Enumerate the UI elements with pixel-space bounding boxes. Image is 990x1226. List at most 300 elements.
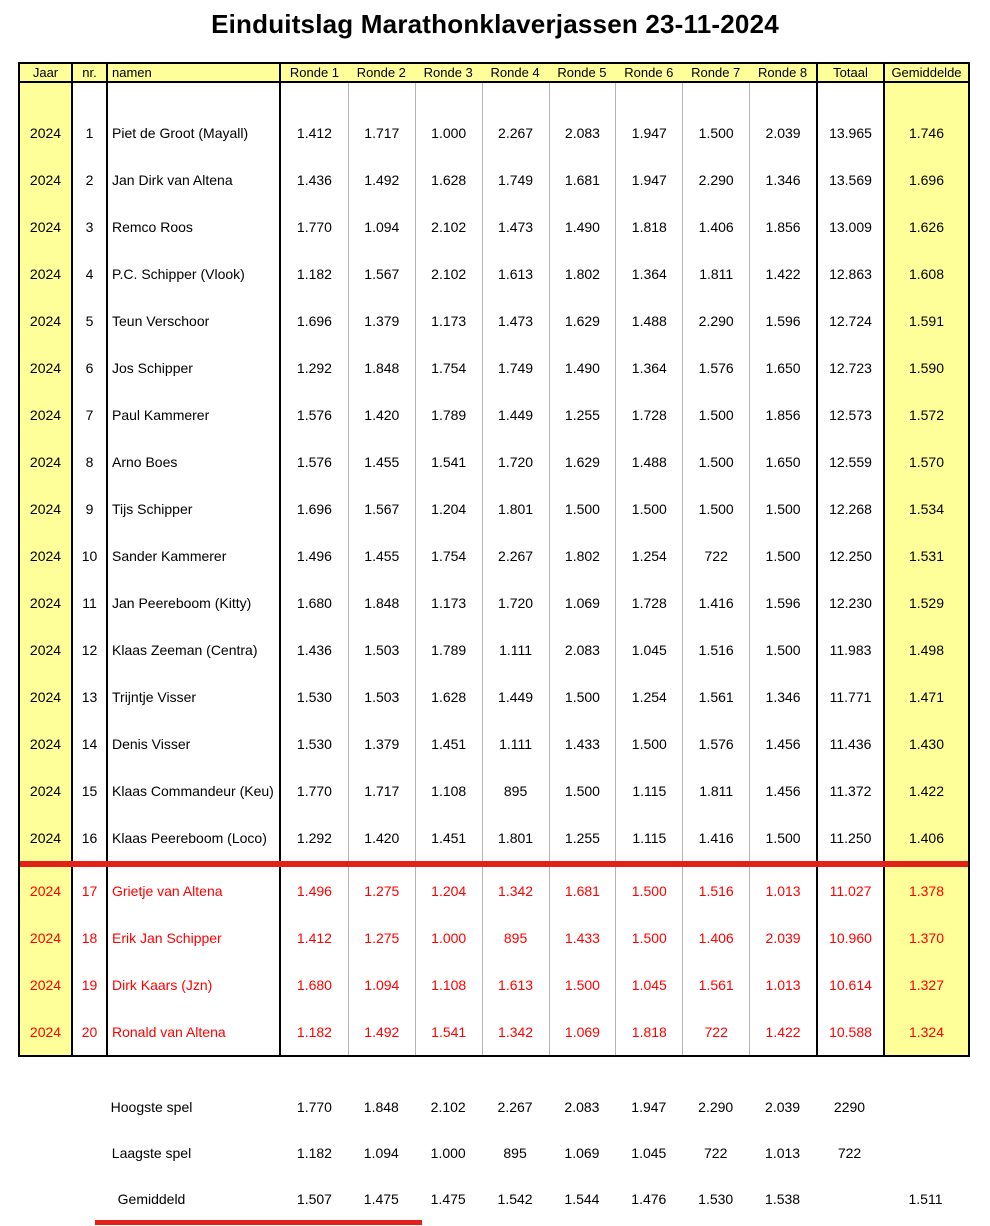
cell-ronde-5: 1.490 <box>549 344 616 391</box>
cell-ronde-1: 1.436 <box>296 641 332 658</box>
cell-name: Teun Verschoor <box>108 297 281 344</box>
cell-ronde-4: 1.111 <box>482 720 549 767</box>
cell-ronde-6 <box>615 83 682 109</box>
cell-nr: 5 <box>73 297 108 344</box>
header-ronde-5: Ronde 5 <box>557 65 607 80</box>
cell-name: Jos Schipper <box>108 344 281 391</box>
cell-ronde-6: 1.500 <box>615 485 682 532</box>
header-ronde-7: Ronde 7 <box>691 65 741 80</box>
cell-ronde-3: 1.173 <box>415 297 482 344</box>
cell-gemiddelde: 1.608 <box>883 250 968 297</box>
cell-nr: 15 <box>73 767 108 814</box>
summary-row <box>20 1084 968 1130</box>
summary-ronde-1: 1.507 <box>296 1191 332 1207</box>
cell-ronde-4: 1.613 <box>482 250 549 297</box>
cell-ronde-4: 1.720 <box>482 438 549 485</box>
cell-jaar: 2024 <box>20 720 73 767</box>
summary-ronde-4: 2.267 <box>497 1099 533 1115</box>
cell-ronde-8: 1.500 <box>749 626 816 673</box>
summary-section <box>20 1084 968 1222</box>
cell-ronde-3: 1.541 <box>415 438 482 485</box>
cell-ronde-8: 1.013 <box>749 867 816 914</box>
cell-ronde-2: 1.455 <box>348 532 415 579</box>
cell-name: Denis Visser <box>108 720 281 767</box>
cell-ronde-1: 1.182 <box>296 1023 332 1040</box>
header-jaar: Jaar <box>20 64 73 81</box>
cell-ronde-4: 1.449 <box>482 673 549 720</box>
cell-nr: 4 <box>73 250 108 297</box>
cell-ronde-8: 1.500 <box>749 485 816 532</box>
cell-jaar: 2024 <box>20 814 73 861</box>
summary-ronde-8: 2.039 <box>765 1099 801 1115</box>
results-table <box>18 62 970 1057</box>
summary-ronde-8: 1.013 <box>765 1145 801 1161</box>
summary-ronde-6: 1.476 <box>631 1191 667 1207</box>
cell-ronde-3: 2.102 <box>415 203 482 250</box>
cell-ronde-6: 1.818 <box>615 203 682 250</box>
cell-nr: 1 <box>73 109 108 156</box>
cell-ronde-5: 1.500 <box>549 673 616 720</box>
cell-ronde-3: 1.789 <box>415 391 482 438</box>
cell-ronde-1: 1.696 <box>296 312 332 329</box>
cell-ronde-8: 1.500 <box>749 532 816 579</box>
player-row <box>20 438 968 485</box>
cell-ronde-1: 1.412 <box>296 929 332 946</box>
summary-ronde-5: 1.544 <box>564 1191 600 1207</box>
cell-ronde-8: 2.039 <box>749 914 816 961</box>
cell-gemiddelde: 1.430 <box>883 720 968 767</box>
cell-ronde-2: 1.455 <box>348 438 415 485</box>
cell-ronde-4 <box>482 83 549 109</box>
summary-ronde-4: 895 <box>503 1145 527 1161</box>
header-totaal: Totaal <box>816 64 883 81</box>
cell-ronde-8: 1.422 <box>749 250 816 297</box>
summary-ronde-7: 1.530 <box>698 1191 734 1207</box>
cell-ronde-4: 2.267 <box>482 109 549 156</box>
player-row <box>20 767 968 814</box>
cell-nr: 18 <box>73 914 108 961</box>
player-row <box>20 867 968 914</box>
cell-ronde-6: 1.947 <box>615 109 682 156</box>
cell-ronde-2: 1.717 <box>348 767 415 814</box>
cell-ronde-5: 1.500 <box>549 961 616 1008</box>
cell-ronde-4: 1.801 <box>482 814 549 861</box>
cell-nr: 9 <box>73 485 108 532</box>
summary-ronde-3: 1.475 <box>430 1191 466 1207</box>
cell-ronde-7 <box>682 83 749 109</box>
cell-ronde-5 <box>549 83 616 109</box>
player-row <box>20 579 968 626</box>
player-row <box>20 720 968 767</box>
cell-name: Piet de Groot (Mayall) <box>108 109 281 156</box>
cell-ronde-1: 1.436 <box>296 171 332 188</box>
cell-ronde-3: 1.000 <box>415 109 482 156</box>
cell-ronde-1 <box>281 83 348 109</box>
cell-name: Klaas Zeeman (Centra) <box>108 626 281 673</box>
player-row <box>20 961 968 1008</box>
cell-gemiddelde: 1.534 <box>883 485 968 532</box>
summary-ronde-4: 1.542 <box>497 1191 533 1207</box>
cell-nr: 13 <box>73 673 108 720</box>
cell-totaal: 12.863 <box>816 250 883 297</box>
cell-ronde-7: 1.500 <box>682 438 749 485</box>
cell-ronde-5: 1.255 <box>549 391 616 438</box>
cell-ronde-7: 1.516 <box>682 867 749 914</box>
cell-ronde-8: 2.039 <box>749 109 816 156</box>
cell-gemiddelde: 1.498 <box>883 626 968 673</box>
cell-ronde-2: 1.848 <box>348 579 415 626</box>
cell-ronde-6: 1.254 <box>615 532 682 579</box>
bottom-red-divider <box>95 1220 422 1225</box>
cell-ronde-4: 1.720 <box>482 579 549 626</box>
cell-ronde-2: 1.567 <box>348 250 415 297</box>
cell-ronde-8: 1.650 <box>749 344 816 391</box>
cell-ronde-5: 1.629 <box>549 438 616 485</box>
cell-ronde-3: 1.789 <box>415 626 482 673</box>
cell-nr <box>73 83 108 109</box>
cell-ronde-2: 1.379 <box>348 297 415 344</box>
cell-ronde-4: 1.749 <box>482 344 549 391</box>
cell-ronde-4: 2.267 <box>482 532 549 579</box>
cell-ronde-8: 1.650 <box>749 438 816 485</box>
cell-ronde-3: 1.204 <box>415 867 482 914</box>
cell-jaar: 2024 <box>20 961 73 1008</box>
cell-totaal: 12.268 <box>816 485 883 532</box>
cell-totaal: 12.724 <box>816 297 883 344</box>
cell-ronde-5: 1.500 <box>549 485 616 532</box>
summary-ronde-3: 2.102 <box>430 1099 466 1115</box>
cell-name: Paul Kammerer <box>108 391 281 438</box>
header-ronde-1: Ronde 1 <box>289 65 340 80</box>
cell-ronde-3: 1.541 <box>415 1008 482 1055</box>
cell-ronde-6: 1.818 <box>615 1008 682 1055</box>
cell-ronde-7: 722 <box>682 532 749 579</box>
cell-ronde-3: 1.628 <box>415 673 482 720</box>
cell-ronde-7: 1.811 <box>682 767 749 814</box>
cell-name: Erik Jan Schipper <box>108 914 281 961</box>
cell-ronde-4: 1.342 <box>482 1008 549 1055</box>
cell-ronde-7: 1.561 <box>682 673 749 720</box>
cell-ronde-5: 1.500 <box>549 767 616 814</box>
summary-totaal: 722 <box>837 1145 862 1161</box>
cell-gemiddelde: 1.531 <box>883 532 968 579</box>
cell-ronde-3: 1.000 <box>415 914 482 961</box>
cell-totaal: 11.983 <box>816 626 883 673</box>
cell-ronde-8: 1.346 <box>749 156 816 203</box>
summary-totaal: 2290 <box>833 1099 866 1115</box>
cell-ronde-4: 1.342 <box>482 867 549 914</box>
page-title: Einduitslag Marathonklaverjassen 23-11-2024 <box>211 9 779 39</box>
cell-ronde-8: 1.422 <box>749 1008 816 1055</box>
cell-name: P.C. Schipper (Vlook) <box>108 250 281 297</box>
cell-ronde-1: 1.530 <box>296 688 332 705</box>
header-nr: nr. <box>73 64 108 81</box>
cell-totaal: 10.588 <box>816 1008 883 1055</box>
cell-ronde-7: 1.500 <box>682 485 749 532</box>
cell-ronde-1: 1.770 <box>296 782 332 799</box>
cell-jaar: 2024 <box>20 1008 73 1055</box>
cell-ronde-3: 1.204 <box>415 485 482 532</box>
cell-ronde-3: 1.754 <box>415 344 482 391</box>
cell-ronde-7: 1.576 <box>682 720 749 767</box>
summary-ronde-8: 1.538 <box>765 1191 801 1207</box>
summary-ronde-5: 2.083 <box>564 1099 600 1115</box>
cell-ronde-3: 1.451 <box>415 814 482 861</box>
cell-ronde-4: 895 <box>482 767 549 814</box>
cell-ronde-2: 1.420 <box>348 391 415 438</box>
cell-gemiddelde: 1.590 <box>883 344 968 391</box>
cell-ronde-8: 1.500 <box>749 814 816 861</box>
summary-ronde-1: 1.770 <box>296 1099 332 1115</box>
summary-ronde-6: 1.947 <box>631 1099 667 1115</box>
cell-nr: 17 <box>73 867 108 914</box>
cell-ronde-7: 1.500 <box>682 109 749 156</box>
player-row <box>20 532 968 579</box>
cell-nr: 19 <box>73 961 108 1008</box>
cell-ronde-8: 1.596 <box>749 579 816 626</box>
summary-ronde-7: 722 <box>704 1145 728 1161</box>
summary-gemiddelde: 1.511 <box>908 1191 943 1207</box>
cell-ronde-6: 1.488 <box>615 438 682 485</box>
cell-ronde-2: 1.492 <box>348 156 415 203</box>
cell-name <box>108 83 281 109</box>
cell-ronde-1: 1.182 <box>296 265 332 282</box>
cell-ronde-6: 1.728 <box>615 579 682 626</box>
summary-ronde-2: 1.094 <box>363 1145 399 1161</box>
cell-jaar: 2024 <box>20 109 73 156</box>
cell-ronde-4: 1.473 <box>482 297 549 344</box>
summary-row <box>20 1130 968 1176</box>
cell-nr: 2 <box>73 156 108 203</box>
cell-ronde-2: 1.094 <box>348 203 415 250</box>
cell-ronde-5: 1.490 <box>549 203 616 250</box>
cell-name: Grietje van Altena <box>108 867 281 914</box>
cell-ronde-5: 2.083 <box>549 109 616 156</box>
summary-ronde-5: 1.069 <box>564 1145 600 1161</box>
cell-gemiddelde: 1.471 <box>883 673 968 720</box>
cell-ronde-8: 1.013 <box>749 961 816 1008</box>
cell-jaar: 2024 <box>20 579 73 626</box>
cell-ronde-6: 1.728 <box>615 391 682 438</box>
cell-jaar: 2024 <box>20 626 73 673</box>
cell-nr: 20 <box>73 1008 108 1055</box>
player-row <box>20 250 968 297</box>
cell-ronde-5: 1.069 <box>549 579 616 626</box>
cell-ronde-2: 1.717 <box>348 109 415 156</box>
cell-ronde-1: 1.530 <box>296 735 332 752</box>
cell-ronde-7: 1.561 <box>682 961 749 1008</box>
cell-ronde-1: 1.680 <box>296 594 332 611</box>
player-row <box>20 344 968 391</box>
cell-ronde-3: 1.754 <box>415 532 482 579</box>
cell-gemiddelde: 1.696 <box>883 156 968 203</box>
cell-ronde-7: 1.406 <box>682 914 749 961</box>
cell-ronde-8: 1.456 <box>749 720 816 767</box>
cell-ronde-5: 1.802 <box>549 532 616 579</box>
player-row <box>20 203 968 250</box>
cell-ronde-7: 1.811 <box>682 250 749 297</box>
cell-nr: 12 <box>73 626 108 673</box>
cell-jaar: 2024 <box>20 344 73 391</box>
cell-ronde-6: 1.488 <box>615 297 682 344</box>
cell-name: Tijs Schipper <box>108 485 281 532</box>
cell-ronde-2: 1.492 <box>348 1008 415 1055</box>
cell-ronde-5: 1.629 <box>549 297 616 344</box>
player-row <box>20 485 968 532</box>
cell-gemiddelde: 1.626 <box>883 203 968 250</box>
cell-name: Dirk Kaars (Jzn) <box>108 961 281 1008</box>
cell-ronde-6: 1.364 <box>615 344 682 391</box>
cell-ronde-4: 895 <box>482 914 549 961</box>
cell-ronde-5: 1.433 <box>549 720 616 767</box>
cell-ronde-1: 1.412 <box>296 124 332 141</box>
cell-ronde-1: 1.770 <box>296 218 332 235</box>
cell-ronde-2: 1.503 <box>348 626 415 673</box>
summary-row <box>20 1176 968 1222</box>
cell-ronde-4: 1.449 <box>482 391 549 438</box>
cell-totaal: 11.372 <box>816 767 883 814</box>
cell-ronde-6: 1.364 <box>615 250 682 297</box>
cell-name: Ronald van Altena <box>108 1008 281 1055</box>
cell-ronde-8: 1.856 <box>749 203 816 250</box>
cell-jaar: 2024 <box>20 250 73 297</box>
cell-gemiddelde: 1.422 <box>883 767 968 814</box>
cell-ronde-2: 1.848 <box>348 344 415 391</box>
cell-ronde-4: 1.613 <box>482 961 549 1008</box>
cell-ronde-2: 1.094 <box>348 961 415 1008</box>
summary-ronde-2: 1.475 <box>363 1191 399 1207</box>
cell-jaar: 2024 <box>20 485 73 532</box>
cell-jaar: 2024 <box>20 532 73 579</box>
cell-totaal <box>816 83 883 109</box>
cell-ronde-6: 1.947 <box>615 156 682 203</box>
cell-ronde-8 <box>749 83 816 109</box>
cell-ronde-2: 1.420 <box>348 814 415 861</box>
summary-label: Gemiddeld <box>117 1191 186 1207</box>
player-row <box>20 391 968 438</box>
cell-ronde-7: 2.290 <box>682 156 749 203</box>
cell-ronde-3: 1.451 <box>415 720 482 767</box>
cell-name: Jan Peereboom (Kitty) <box>108 579 281 626</box>
cell-totaal: 13.965 <box>816 109 883 156</box>
cell-gemiddelde: 1.378 <box>883 867 968 914</box>
cell-ronde-8: 1.856 <box>749 391 816 438</box>
cell-totaal: 12.723 <box>816 344 883 391</box>
cell-ronde-1: 1.696 <box>296 500 332 517</box>
cell-ronde-3: 1.108 <box>415 767 482 814</box>
cell-jaar: 2024 <box>20 914 73 961</box>
cell-ronde-6: 1.045 <box>615 961 682 1008</box>
cell-ronde-2: 1.275 <box>348 867 415 914</box>
cell-ronde-8: 1.596 <box>749 297 816 344</box>
cell-ronde-5: 1.802 <box>549 250 616 297</box>
cell-totaal: 10.614 <box>816 961 883 1008</box>
cell-totaal: 12.230 <box>816 579 883 626</box>
cell-name: Jan Dirk van Altena <box>108 156 281 203</box>
cell-ronde-2: 1.503 <box>348 673 415 720</box>
cell-nr: 8 <box>73 438 108 485</box>
cell-ronde-1: 1.496 <box>296 882 332 899</box>
cell-name: Klaas Peereboom (Loco) <box>108 814 281 861</box>
cell-ronde-8: 1.346 <box>749 673 816 720</box>
cell-totaal: 13.569 <box>816 156 883 203</box>
table-header-row <box>20 64 968 83</box>
cell-ronde-1: 1.292 <box>296 359 332 376</box>
cell-gemiddelde: 1.324 <box>883 1008 968 1055</box>
cell-ronde-3: 2.102 <box>415 250 482 297</box>
player-row <box>20 626 968 673</box>
cell-nr: 10 <box>73 532 108 579</box>
cell-ronde-5: 1.433 <box>549 914 616 961</box>
cell-ronde-7: 1.416 <box>682 579 749 626</box>
cell-gemiddelde: 1.327 <box>883 961 968 1008</box>
cell-nr: 6 <box>73 344 108 391</box>
cell-name: Trijntje Visser <box>108 673 281 720</box>
player-row <box>20 814 968 861</box>
header-namen: namen <box>108 64 281 81</box>
summary-ronde-1: 1.182 <box>296 1145 332 1161</box>
cell-ronde-6: 1.500 <box>615 867 682 914</box>
cell-ronde-8: 1.456 <box>749 767 816 814</box>
cell-jaar: 2024 <box>20 203 73 250</box>
cell-nr: 11 <box>73 579 108 626</box>
summary-label: Hoogste spel <box>110 1099 193 1115</box>
cell-totaal: 12.559 <box>816 438 883 485</box>
cell-name: Remco Roos <box>108 203 281 250</box>
cell-ronde-4: 1.473 <box>482 203 549 250</box>
cell-ronde-5: 1.681 <box>549 156 616 203</box>
header-gemiddelde: Gemiddelde <box>883 64 968 81</box>
cell-ronde-1: 1.292 <box>296 829 332 846</box>
cell-ronde-6: 1.254 <box>615 673 682 720</box>
cell-totaal: 11.250 <box>816 814 883 861</box>
cell-gemiddelde: 1.746 <box>883 109 968 156</box>
cell-jaar: 2024 <box>20 438 73 485</box>
cell-jaar: 2024 <box>20 156 73 203</box>
cell-ronde-1: 1.496 <box>296 547 332 564</box>
cell-ronde-5: 2.083 <box>549 626 616 673</box>
cell-gemiddelde: 1.570 <box>883 438 968 485</box>
cell-name: Sander Kammerer <box>108 532 281 579</box>
player-row <box>20 156 968 203</box>
cell-ronde-2: 1.275 <box>348 914 415 961</box>
player-row <box>20 1008 968 1055</box>
summary-ronde-6: 1.045 <box>631 1145 667 1161</box>
cell-gemiddelde: 1.572 <box>883 391 968 438</box>
cell-ronde-4: 1.111 <box>482 626 549 673</box>
cell-ronde-7: 722 <box>682 1008 749 1055</box>
cell-ronde-7: 1.516 <box>682 626 749 673</box>
player-row <box>20 109 968 156</box>
cell-jaar: 2024 <box>20 391 73 438</box>
cell-totaal: 10.960 <box>816 914 883 961</box>
cell-ronde-6: 1.500 <box>615 914 682 961</box>
cell-ronde-2: 1.379 <box>348 720 415 767</box>
cell-totaal: 13.009 <box>816 203 883 250</box>
summary-ronde-7: 2.290 <box>698 1099 734 1115</box>
cell-ronde-5: 1.069 <box>549 1008 616 1055</box>
cell-totaal: 11.771 <box>816 673 883 720</box>
cell-jaar: 2024 <box>20 673 73 720</box>
cell-gemiddelde: 1.406 <box>883 814 968 861</box>
cell-ronde-5: 1.681 <box>549 867 616 914</box>
cell-ronde-3: 1.173 <box>415 579 482 626</box>
cell-ronde-5: 1.255 <box>549 814 616 861</box>
cell-ronde-4: 1.749 <box>482 156 549 203</box>
header-ronde-6: Ronde 6 <box>624 65 674 80</box>
cell-ronde-6: 1.500 <box>615 720 682 767</box>
cell-totaal: 12.250 <box>816 532 883 579</box>
